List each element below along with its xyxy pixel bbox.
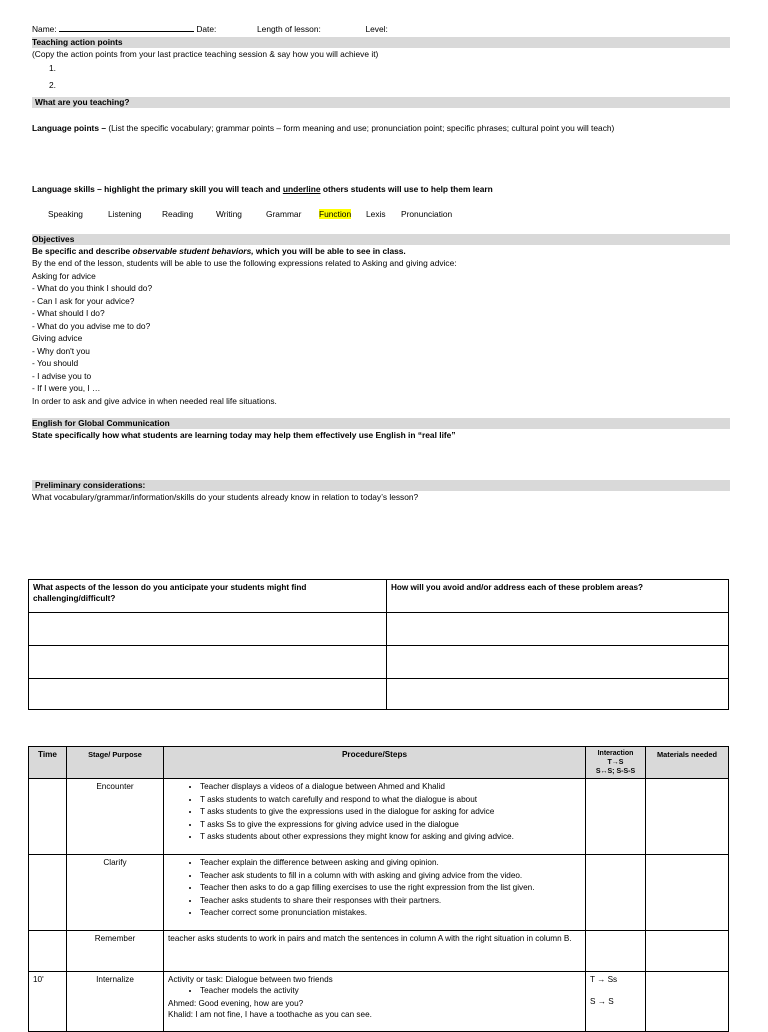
procedure-step: • Teacher then asks to do a gap filling exercises to use the right expression from the list given. xyxy=(200,882,581,895)
objective-line: - What do you think I should do? xyxy=(32,283,153,293)
table-row xyxy=(29,972,729,1032)
objectives-title: Objectives xyxy=(32,234,75,244)
problems-cell[interactable] xyxy=(387,679,729,710)
stage-cell: Internalize xyxy=(67,972,164,1032)
stage-cell: Remember xyxy=(67,931,164,972)
table-row xyxy=(29,931,729,972)
interaction-cell xyxy=(586,779,646,855)
materials-cell xyxy=(646,931,729,972)
skill-reading[interactable]: Reading xyxy=(162,209,194,219)
table-row xyxy=(29,779,729,855)
teaching-action-title: Teaching action points xyxy=(32,37,123,47)
header-interaction: Interaction T→S S↔S; S-S-S xyxy=(586,747,646,779)
objective-line: - If I were you, I … xyxy=(32,383,101,393)
materials-cell xyxy=(646,779,729,855)
level-label: Level: xyxy=(365,24,388,34)
problems-cell[interactable] xyxy=(29,613,387,646)
procedure-cell xyxy=(164,855,586,931)
skill-function-highlighted[interactable]: Function xyxy=(319,209,352,219)
skill-lexis[interactable]: Lexis xyxy=(366,209,386,219)
dialogue-line: Khalid: I am not fine, I have a toothache as you can see. xyxy=(168,1009,372,1019)
procedure-cell: teacher asks students to work in pairs and match the sentences in column A with the right situation in column B. xyxy=(164,931,586,972)
objective-line: - I advise you to xyxy=(32,370,92,381)
procedure-step: • Teacher explain the difference between asking and giving opinion. xyxy=(200,857,581,870)
procedure-step: • Teacher ask students to fill in a column with with asking and giving advice from the video. xyxy=(200,870,581,883)
stage-cell: Encounter xyxy=(67,779,164,855)
objective-line: - Why don't you xyxy=(32,345,90,356)
objective-line: - What should I do? xyxy=(32,308,105,318)
procedure-step: • Teacher asks students to share their responses with their partners. xyxy=(200,895,581,908)
global-communication-text: State specifically how what students are learning today may help them effectively use English in “real life” xyxy=(32,430,456,440)
interaction-value: S → S xyxy=(590,997,614,1006)
procedure-table xyxy=(28,746,729,1032)
activity-line: Activity or task: Dialogue between two friends xyxy=(168,975,333,984)
procedure-step: • T asks students about other expressions they might know for asking and giving advice. xyxy=(200,831,581,844)
time-cell xyxy=(29,855,67,931)
global-communication-title: English for Global Communication xyxy=(32,418,170,428)
what-teaching-title: What are you teaching? xyxy=(35,97,130,107)
time-cell xyxy=(29,779,67,855)
action-item-1: 1. xyxy=(49,63,56,73)
time-cell: 10' xyxy=(29,972,67,1032)
length-label: Length of lesson: xyxy=(257,24,321,34)
objective-line: - Can I ask for your advice? xyxy=(32,295,135,306)
procedure-step: • Teacher displays a videos of a dialogue between Ahmed and Khalid xyxy=(200,781,581,794)
objective-line: - You should xyxy=(32,358,79,368)
skills-row xyxy=(32,209,730,220)
problems-cell[interactable] xyxy=(29,646,387,679)
header-time: Time xyxy=(29,747,67,779)
problems-cell[interactable] xyxy=(387,613,729,646)
skill-listening[interactable]: Listening xyxy=(108,209,142,219)
skill-writing[interactable]: Writing xyxy=(216,209,242,219)
header-procedure: Procedure/Steps xyxy=(164,747,586,779)
header-row xyxy=(32,24,388,35)
interaction-cell xyxy=(586,931,646,972)
language-points-text: (List the specific vocabulary; grammar points – form meaning and use; pronunciation point; specific phrases; cultural point you will teach) xyxy=(106,123,615,133)
interaction-value: T → Ss xyxy=(590,975,618,984)
stage-cell: Clarify xyxy=(67,855,164,931)
skill-speaking[interactable]: Speaking xyxy=(48,209,83,219)
procedure-step: • Teacher models the activity xyxy=(200,985,581,998)
materials-cell xyxy=(646,972,729,1032)
procedure-step: • T asks Ss to give the expressions for giving advice used in the dialogue xyxy=(200,819,581,832)
problems-cell[interactable] xyxy=(387,646,729,679)
table-row xyxy=(29,855,729,931)
problems-header-solutions: How will you avoid and/or address each of these problem areas? xyxy=(387,580,729,613)
problems-header-challenges: What aspects of the lesson do you anticipate your students might find challenging/difficult? xyxy=(29,580,387,613)
dialogue-line: Ahmed: Good evening, how are you? xyxy=(168,998,304,1008)
problems-cell[interactable] xyxy=(29,679,387,710)
procedure-cell xyxy=(164,972,586,1032)
objective-line: Giving advice xyxy=(32,333,83,343)
procedure-step: • T asks students to give the expressions used in the dialogue for asking for advice xyxy=(200,806,581,819)
skill-grammar[interactable]: Grammar xyxy=(266,209,302,219)
materials-cell xyxy=(646,855,729,931)
objective-line: Asking for advice xyxy=(32,270,96,281)
skill-pronunciation[interactable]: Pronunciation xyxy=(401,209,453,219)
preliminary-text: What vocabulary/grammar/information/skills do your students already know in relation to today’s lesson? xyxy=(32,492,419,502)
objective-line: By the end of the lesson, students will be able to use the following expressions related to Asking and giving advice: xyxy=(32,258,457,268)
problems-table xyxy=(28,579,729,710)
name-blank[interactable] xyxy=(59,24,194,32)
procedure-step: • T asks students to watch carefully and respond to what the dialogue is about xyxy=(200,794,581,807)
procedure-cell xyxy=(164,779,586,855)
name-label: Name: xyxy=(32,24,57,34)
interaction-cell xyxy=(586,855,646,931)
time-cell xyxy=(29,931,67,972)
language-skills-instruction: Language skills – highlight the primary skill you will teach and underline others students will use to help them learn xyxy=(32,184,493,194)
date-label: Date: xyxy=(196,24,217,34)
language-points-label: Language points – xyxy=(32,123,106,133)
procedure-step: • Teacher correct some pronunciation mistakes. xyxy=(200,907,581,920)
header-stage: Stage/ Purpose xyxy=(67,747,164,779)
header-materials: Materials needed xyxy=(646,747,729,779)
action-item-2: 2. xyxy=(49,80,56,90)
preliminary-title: Preliminary considerations: xyxy=(35,480,146,490)
objective-line: In order to ask and give advice in when needed real life situations. xyxy=(32,395,277,406)
objective-line: - What do you advise me to do? xyxy=(32,320,151,331)
language-points xyxy=(32,123,614,134)
interaction-cell xyxy=(586,972,646,1032)
teaching-action-instruction: (Copy the action points from your last practice teaching session & say how you will achieve it) xyxy=(32,49,379,59)
objectives-instruction: Be specific and describe observable student behaviors, which you will be able to see in class. xyxy=(32,246,406,256)
